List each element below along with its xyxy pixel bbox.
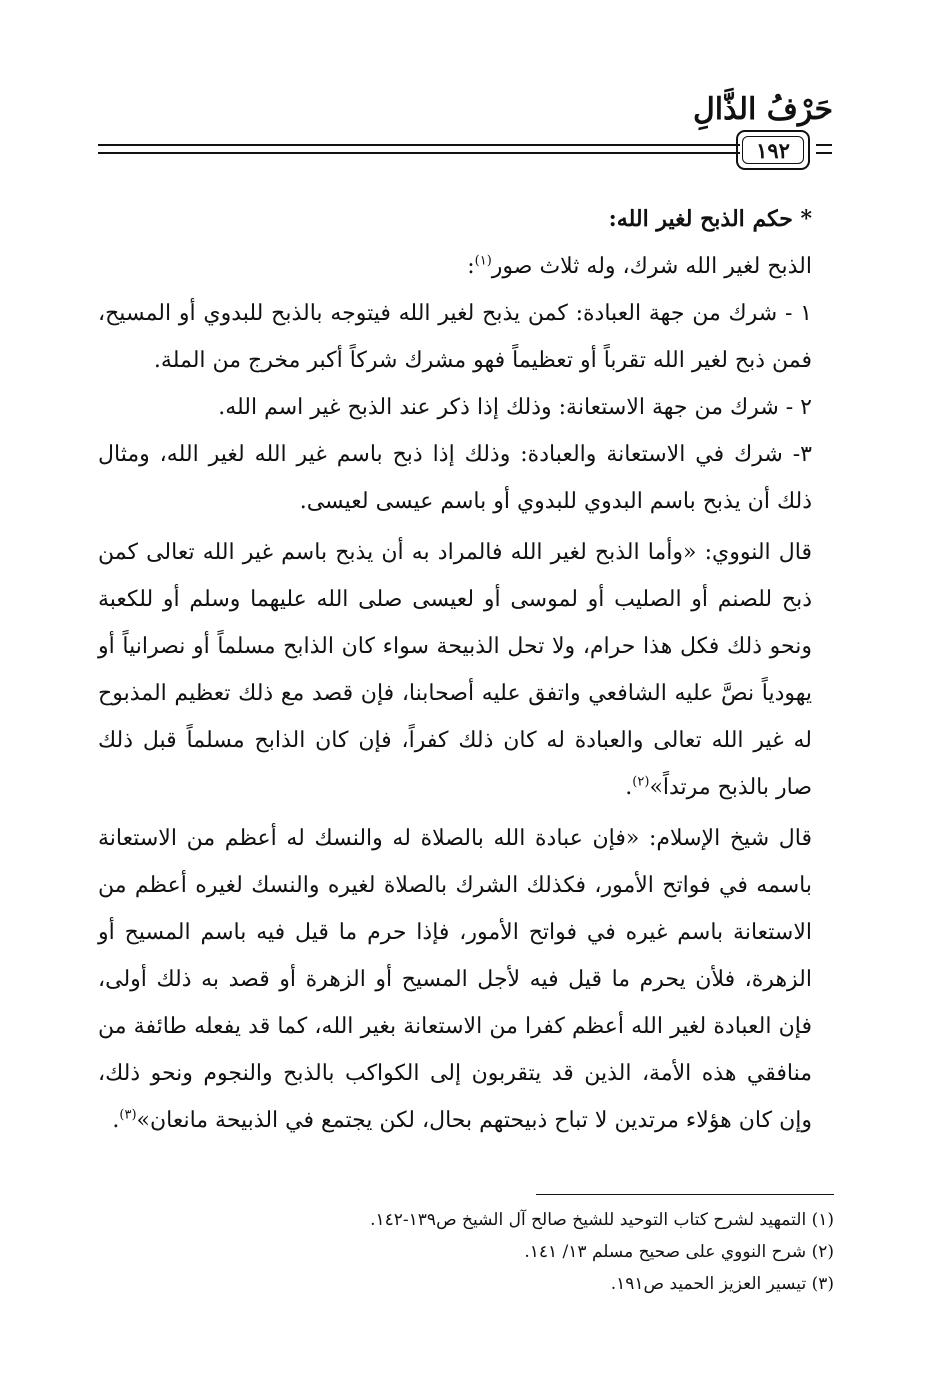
footnote-2: (٢) شرح النووي على صحيح مسلم ١٣/ ١٤١. <box>524 1242 834 1262</box>
footnote-ref: (٣) <box>119 1107 137 1123</box>
footnote-ref: (١) <box>474 253 492 269</box>
shaykh-quote <box>98 815 834 1144</box>
intro-end: : <box>467 254 475 279</box>
nawawi-end: . <box>625 775 633 800</box>
footnote-separator <box>536 1194 834 1195</box>
footnote-3: (٣) تيسير العزيز الحميد ص١٩١. <box>610 1274 834 1294</box>
page-number: ١٩٢ <box>742 136 804 164</box>
list-item-3: ٣- شرك في الاستعانة والعبادة: وذلك إذا ذبح باسم غير الله لغير الله، ومثال ذلك أن يذبح باسم البدوي للبدوي أو باسم عيسى لعيسى. <box>98 442 812 514</box>
header-rule <box>816 144 832 146</box>
header-rule <box>98 144 740 146</box>
chapter-title: حَرْفُ الذَّالِ <box>693 92 833 127</box>
list-item-2: ٢ - شرك من جهة الاستعانة: وذلك إذا ذكر عند الذبح غير اسم الله. <box>218 395 812 420</box>
shaykh-text: قال شيخ الإسلام: «فإن عبادة الله بالصلاة له والنسك له أعظم من الاستعانة باسمه في فواتح الأمور، فكذلك الشرك بالصلاة لغيره والنسك لغيره أعظم من الاستعانة باسم غيره في فواتح الأمور، فإذا حرم ما قيل فيه باسم المسيح أو الزهرة، فلأن يحرم ما قيل فيه لأجل المسيح أو الزهرة أو قصد به ذلك أولى، فإن العبادة لغير الله أعظم كفرا من الاستعانة بغير الله، كما قد يفعله طائفة من منافقي هذه الأمة، الذين قد يتقربون إلى الكواكب بالذبح والنجوم ونحو ذلك، وإن كان هؤلاء مرتدين لا تباح ذبيحتهم بحال، لكن يجتمع في الذبيحة مانعان» <box>98 826 813 1133</box>
section-heading: * حكم الذبح لغير الله: <box>608 206 812 232</box>
page-number-frame <box>736 130 810 170</box>
header-rule <box>816 152 832 154</box>
shaykh-end: . <box>112 1108 120 1133</box>
main-text <box>98 196 834 1144</box>
footnotes <box>98 1204 834 1300</box>
footnote-ref: (٢) <box>632 774 650 790</box>
intro-text: الذبح لغير الله شرك، وله ثلاث صور <box>491 254 812 279</box>
header-rule <box>98 152 740 154</box>
intro-paragraph <box>98 243 834 290</box>
nawawi-text: قال النووي: «وأما الذبح لغير الله فالمراد به أن يذبح باسم غير الله تعالى كمن ذبح للصنم أو الصليب أو لموسى أو لعيسى صلى الله عليهما وسلم أو للكعبة ونحو ذلك فكل هذا حرام، ولا تحل الذبيحة سواء كان الذابح مسلماً أو نصرانياً أو يهودياً نصَّ عليه الشافعي واتفق عليه أصحابنا، فإن قصد مع ذلك تعظيم المذبوح له غير الله تعالى والعبادة له كان ذلك كفراً، فإن كان الذابح مسلماً قبل ذلك صار بالذبح مرتداً» <box>98 540 812 800</box>
nawawi-quote <box>98 529 834 811</box>
list-item-1: ١ - شرك من جهة العبادة: كمن يذبح لغير الله فيتوجه بالذبح للبدوي أو المسيح، فمن ذبح لغير الله تقرباً أو تعظيماً فهو مشرك شركاً أكبر مخرج من الملة. <box>98 301 812 373</box>
footnote-1: (١) التمهيد لشرح كتاب التوحيد للشيخ صالح آل الشيخ ص١٣٩-١٤٢. <box>370 1210 834 1230</box>
